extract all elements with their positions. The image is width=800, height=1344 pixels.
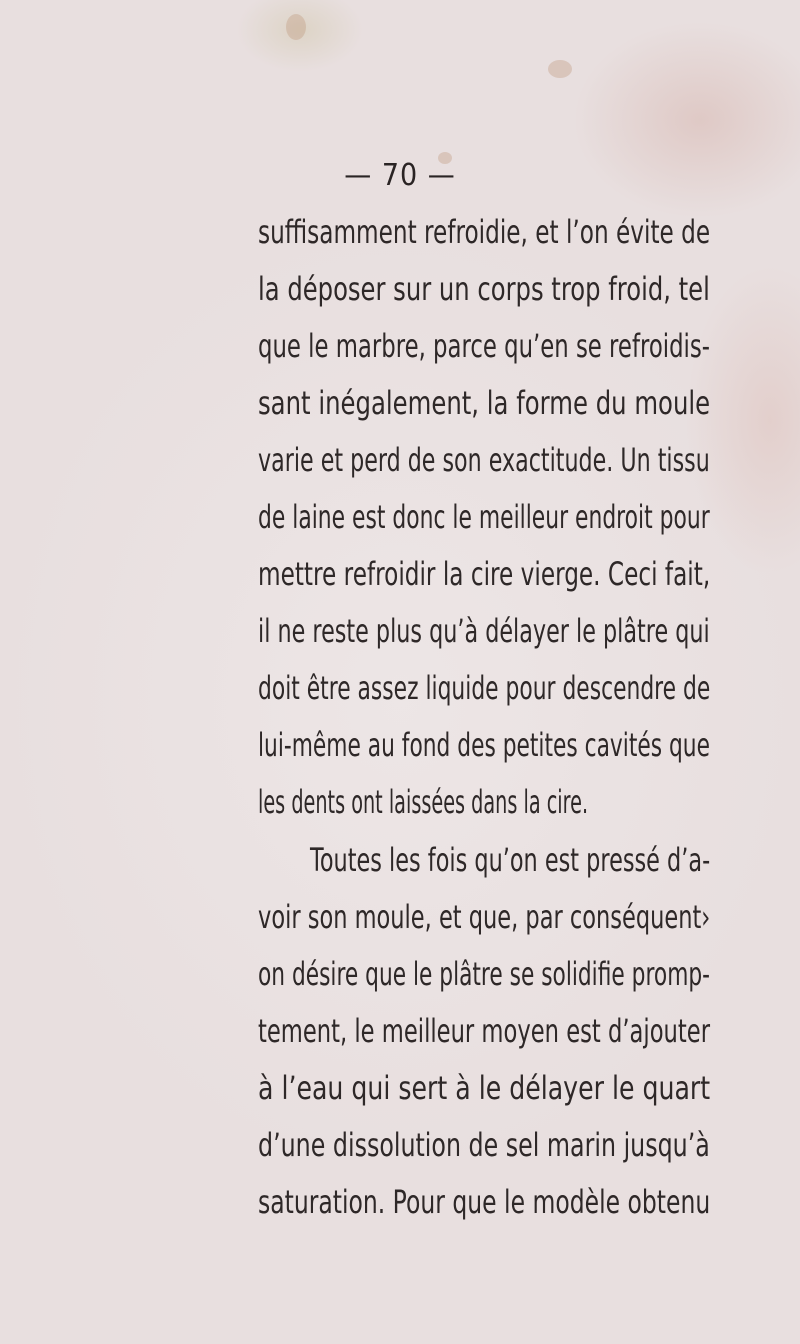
text-line: on désire que le plâtre se solidifie promp- bbox=[258, 955, 710, 993]
text-line: voir son moule, et que, par conséquent› bbox=[258, 898, 711, 936]
text-line: doit être assez liquide pour descendre de bbox=[258, 669, 711, 707]
text-line: tement, le meilleur moyen est d’ajouter bbox=[258, 1012, 711, 1050]
text-line: à l’eau qui sert à le délayer le quart bbox=[258, 1069, 711, 1107]
foxing-spot bbox=[286, 14, 306, 40]
text-line: d’une dissolution de sel marin jusqu’à bbox=[258, 1126, 710, 1164]
text-line: les dents ont laissées dans la cire. bbox=[258, 783, 589, 821]
page-number: — 70 — bbox=[344, 158, 456, 193]
text-line: que le marbre, parce qu’en se refroidis- bbox=[258, 327, 710, 365]
text-line: suffisamment refroidie, et l’on évite de bbox=[258, 213, 711, 251]
text-line: lui-même au fond des petites cavités que bbox=[258, 726, 710, 764]
text-line: la déposer sur un corps trop froid, tel bbox=[258, 270, 710, 308]
foxing-spot bbox=[548, 60, 572, 78]
text-line: de laine est donc le meilleur endroit pour bbox=[258, 498, 710, 536]
text-line: sant inégalement, la forme du moule bbox=[258, 384, 711, 422]
text-line: varie et perd de son exactitude. Un tissu bbox=[258, 441, 710, 479]
text-line: saturation. Pour que le modèle obtenu bbox=[258, 1183, 711, 1221]
text-line: il ne reste plus qu’à délayer le plâtre qui bbox=[258, 612, 710, 650]
text-line: Toutes les fois qu’on est pressé d’a- bbox=[310, 841, 711, 879]
text-line: mettre refroidir la cire vierge. Ceci fait, bbox=[258, 555, 711, 593]
